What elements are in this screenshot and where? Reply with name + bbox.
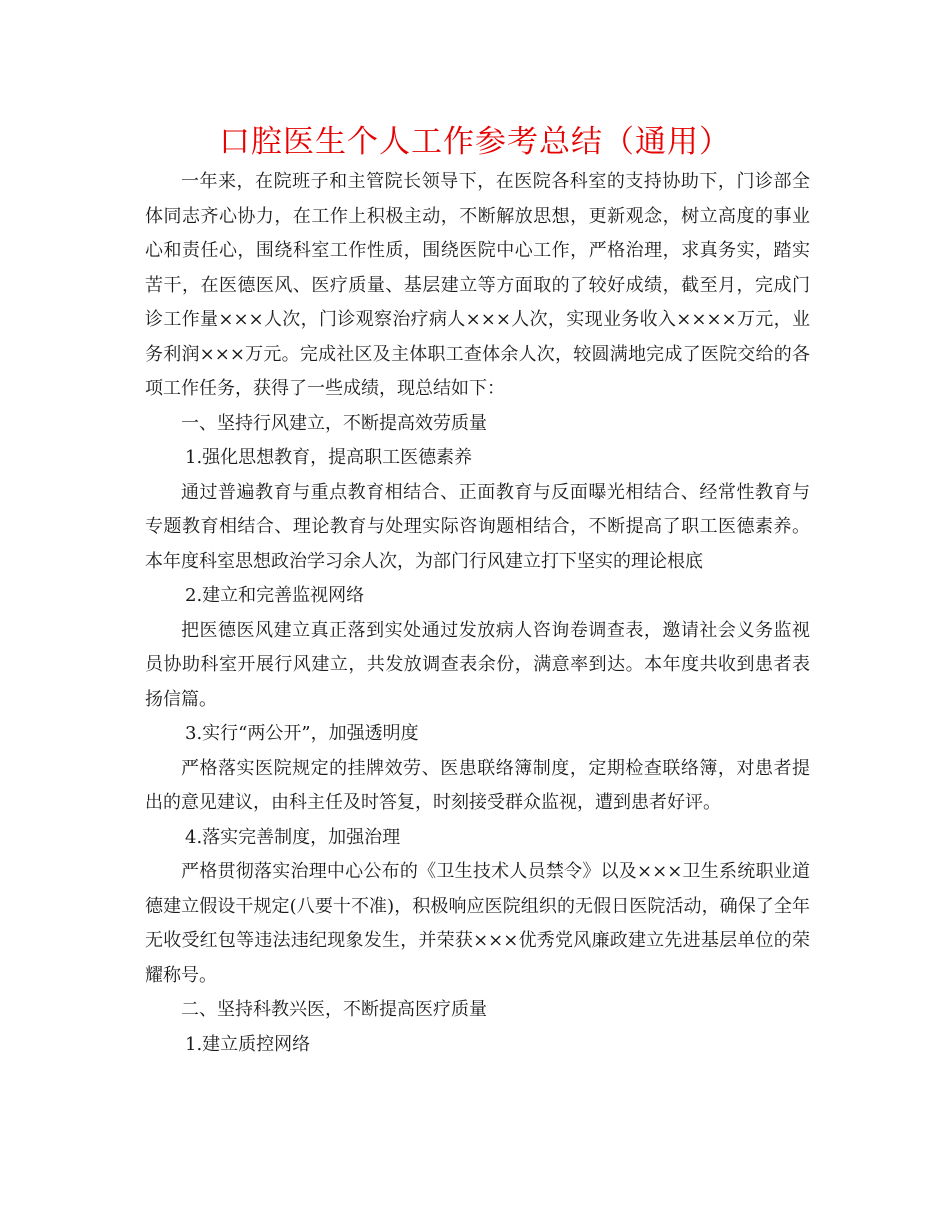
section-heading-1: 一、坚持行风建立，不断提高效劳质量 [181,412,487,434]
section-heading-2: 二、坚持科教兴医，不断提高医疗质量 [181,999,487,1020]
paragraph-1-3: 严格落实医院规定的挂牌效劳、医患联络簿制度，定期检查联络簿，对患者提出的意见建议，由科主任及时答复，时刻接受群众监视，遭到患者好评。 [145,757,810,813]
paragraph-1-1: 通过普遍教育与重点教育相结合、正面教育与反面曝光相结合、经常性教育与专题教育相结合、理论教育与处理实际咨询题相结合，不断提高了职工医德素养。本年度科室思想政治学习余人次，为部门行风建立打下坚实的理论根底 [145,481,810,572]
paragraph-1-2: 把医德医风建立真正落到实处通过发放病人咨询卷调查表，邀请社会义务监视员协助科室开展行风建立，共发放调查表余份，满意率到达。本年度共收到患者表扬信篇。 [145,619,810,710]
subheading-1-4: 4.落实完善制度，加强治理 [185,826,401,848]
document-title: 口腔医生个人工作参考总结（通用） [219,124,731,160]
subheading-1-2: 2.建立和完善监视网络 [185,585,365,606]
subheading-2-1: 1.建立质控网络 [185,1033,311,1055]
paragraph-1-4: 严格贯彻落实治理中心公布的《卫生技术人员禁令》以及×××卫生系统职业道德建立假设干规定(八要十不准)，积极响应医院组织的无假日医院活动，确保了全年无收受红包等违法违纪现象发生，并荣获×××优秀党风廉政建立先进基层单位的荣耀称号。 [145,861,810,986]
paragraph-intro: 一年来，在院班子和主管院长领导下，在医院各科室的支持协助下，门诊部全体同志齐心协力，在工作上积极主动，不断解放思想，更新观念，树立高度的事业心和责任心，围绕科室工作性质，围绕医院中心工作，严格治理，求真务实，踏实苦干，在医德医风、医疗质量、基层建立等方面取的了较好成绩，截至月，完成门诊工作量×××人次，门诊观察治疗病人×××人次，实现业务收入××××万元，业务利润×××万元。完成社区及主体职工查体余人次，较圆满地完成了医院交给的各项工作任务，获得了一些成绩，现总结如下： [145,171,810,399]
subheading-1-1: 1.强化思想教育，提高职工医德素养 [185,447,473,468]
subheading-1-3: 3.实行“两公开”，加强透明度 [185,723,419,744]
document-body [145,165,810,1062]
